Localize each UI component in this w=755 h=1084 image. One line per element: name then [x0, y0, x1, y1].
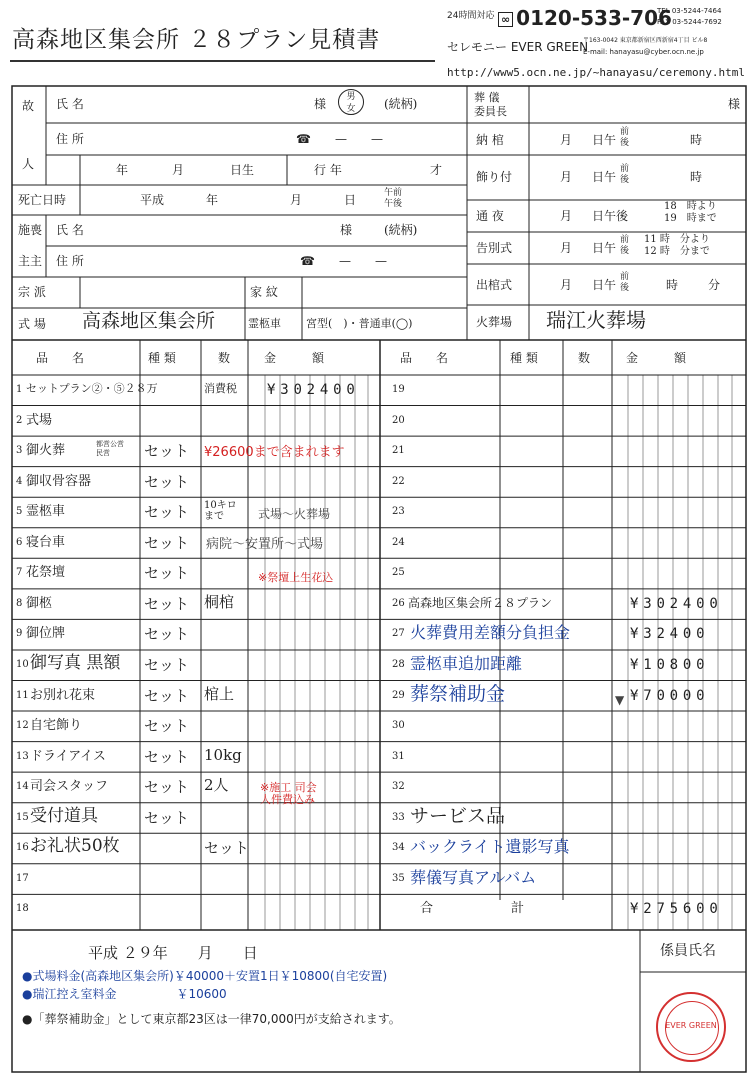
kazari-ampm: 前 後 — [620, 164, 630, 185]
row-type: セット — [144, 625, 190, 644]
header-item: 品 名 — [36, 351, 85, 365]
row-item-name: 式場 — [26, 412, 53, 428]
row-amount: ¥275600 — [630, 901, 723, 918]
company-address: 〒163-0042 東京都新宿区西新宿4丁目 ビル8 — [583, 37, 708, 44]
mourner-address-label: 住 所 — [56, 254, 84, 268]
row-type: セット — [144, 655, 190, 674]
sesshu-label: 施喪 — [18, 223, 43, 237]
row-item-name: 御柩 — [26, 595, 53, 611]
row-item-name: 合 計 — [420, 901, 525, 917]
row-item-name: 葬祭補助金 — [410, 682, 506, 705]
row-number: 34 — [392, 842, 405, 854]
row-type: セット — [144, 594, 190, 613]
row-number: 13 — [16, 750, 29, 762]
row-item-name: 御収骨容器 — [26, 473, 92, 489]
nokan-label: 納 棺 — [476, 133, 504, 147]
fax-number: FAX 03-5244-7692 — [657, 18, 722, 26]
note-shikai: ※施工 司会 人件費込み — [260, 781, 317, 806]
death-day-label: 日 — [344, 193, 357, 207]
row-item-name: 寝台車 — [26, 534, 66, 550]
row-number: 26 — [392, 597, 405, 609]
page-title: 高森地区集会所 ２８プラン見積書 — [12, 27, 381, 53]
kamon-label: 家 紋 — [250, 285, 278, 299]
row-number: 12 — [16, 720, 29, 732]
note-reikyu: 式場～火葬場 — [258, 507, 331, 521]
row-amount: ¥302400 — [267, 382, 360, 398]
row-number: 23 — [392, 506, 405, 518]
shukkan-minute: 分 — [708, 278, 721, 292]
kasoba-label: 火葬場 — [476, 315, 513, 329]
kazari-hour: 時 — [690, 170, 703, 184]
row-item-name: 御位牌 — [26, 626, 66, 642]
reikyusha-value: 宮型( )・普通車(◯) — [306, 317, 413, 330]
row-item-name: 御火葬 — [26, 443, 66, 459]
row-qty: 桐棺 — [204, 592, 235, 611]
row-number: 29 — [392, 689, 405, 701]
birth-year-label: 年 — [116, 163, 129, 177]
row-number: 30 — [392, 720, 405, 732]
birth-month-label: 月 — [172, 163, 185, 177]
header-item-right: 品 名 — [400, 351, 449, 365]
row-amount: ¥10800 — [630, 656, 710, 673]
note-hana: ※祭壇上生花込 — [258, 571, 334, 584]
row-type: セット — [144, 533, 190, 552]
shukkan-day: 日午 — [592, 278, 617, 292]
kazari-month: 月 — [560, 170, 573, 184]
row-qty: 棺上 — [204, 684, 235, 703]
header-amount: 金 額 — [264, 351, 325, 365]
tsuya-day: 日午後 — [592, 209, 629, 223]
ko-label: 故 — [22, 99, 35, 113]
row-type: セット — [144, 808, 190, 827]
kazaritsuke-label: 飾り付 — [476, 170, 513, 184]
row-item-name: バックライト遺影写真 — [410, 837, 570, 857]
company-url[interactable]: http://www5.ocn.ne.jp/~hanayasu/ceremony.html — [447, 66, 746, 79]
iinchou-label: 葬 儀 委員長 — [474, 91, 507, 118]
row-item-name: 御写真 黒額 — [30, 652, 121, 673]
moshu-label: 主主 — [18, 254, 43, 268]
gender-selector[interactable]: 男 女 — [338, 89, 364, 115]
footer-line3: ●「葬祭補助金」として東京都23区は一律70,000円が支給されます。 — [22, 1012, 401, 1026]
zokugara-label: (続柄) — [384, 97, 418, 111]
row-item-name: お礼状50枚 — [30, 836, 120, 857]
row-item-name: 霊柩車 — [26, 504, 66, 520]
row-number: 2 — [16, 414, 23, 426]
row-item-name: 霊柩車追加距離 — [410, 653, 523, 673]
row-type: セット — [144, 472, 190, 491]
nokan-ampm: 前 後 — [620, 127, 630, 148]
row-amount: ¥302400 — [630, 595, 723, 612]
row-number: 17 — [16, 872, 29, 884]
row-number: 15 — [16, 811, 29, 823]
shukkan-label: 出棺式 — [476, 278, 513, 292]
row-type: セット — [144, 564, 190, 583]
kasoba-name: 瑞江火葬場 — [546, 308, 646, 332]
header-type: 種 類 — [148, 351, 176, 365]
row-item-name: お別れ花束 — [30, 687, 96, 703]
row-type: セット — [144, 442, 190, 461]
row-number: 11 — [16, 689, 29, 701]
phone-field: ☎ — — — [296, 132, 383, 146]
row-item-name: ドライアイス — [30, 748, 106, 764]
row-number: 7 — [16, 567, 23, 579]
freedial-number: ∞ 0120-533-706 — [498, 8, 672, 28]
row-number: 20 — [392, 414, 405, 426]
row-item-name: 自宅飾り — [30, 718, 83, 734]
nokan-hour: 時 — [690, 133, 703, 147]
row-number: 5 — [16, 506, 23, 518]
footer-line1: ●式場料金(高森地区集会所)￥40000＋安置1日￥10800(自宅安置) — [22, 969, 388, 983]
kazari-day: 日午 — [592, 170, 617, 184]
row-number: 1 — [16, 384, 23, 395]
row-number: 19 — [392, 384, 405, 395]
row-number: 28 — [392, 658, 405, 670]
row-number: 14 — [16, 781, 29, 793]
kokubetsu-time: 11 時 分より 12 時 分まで — [644, 234, 710, 257]
row-number: 8 — [16, 597, 23, 609]
row-qty: 2人 — [204, 776, 229, 795]
row-number: 22 — [392, 475, 405, 487]
company-stamp — [656, 992, 726, 1062]
gyonen-label: 行 年 — [314, 163, 342, 177]
row-type: セット — [144, 503, 190, 522]
header-qty-right: 数 — [578, 351, 591, 365]
row-type: セット — [144, 717, 190, 736]
row-number: 10 — [16, 658, 29, 670]
row-number: 31 — [392, 750, 405, 762]
row-item-name: 葬儀写真アルバム — [410, 867, 537, 887]
iinchou-sama: 様 — [728, 97, 741, 111]
nokan-month: 月 — [560, 133, 573, 147]
row-number: 16 — [16, 842, 29, 854]
row-item-name: 司会スタッフ — [30, 779, 109, 795]
row-item-name: 火葬費用差額分負担金 — [410, 623, 571, 643]
hours-label: 24時間対応 — [447, 11, 495, 21]
row-number: 32 — [392, 781, 405, 793]
tel-number: TEL 03-5244-7464 — [657, 7, 722, 15]
row-qty: 10kg — [204, 745, 242, 764]
mourner-sama-label: 様 — [340, 223, 353, 237]
mourner-name-label: 氏 名 — [56, 223, 84, 237]
freedial-icon: ∞ — [498, 12, 513, 27]
death-date-label: 死亡日時 — [18, 193, 67, 207]
death-ampm: 午前 午後 — [384, 188, 403, 209]
note-shindai: 病院～安置所～式場 — [206, 537, 324, 552]
stamp-text: EVER GREEN — [665, 1021, 717, 1030]
mourner-phone-field: ☎ — — — [300, 254, 387, 268]
row-number: 25 — [392, 567, 405, 579]
staff-label: 係員氏名 — [660, 943, 716, 959]
row-item-name: 高森地区集会所２８プラン — [408, 595, 553, 610]
shukkan-hour: 時 — [666, 278, 679, 292]
name-label: 氏 名 — [56, 97, 84, 111]
nokan-day: 日午 — [592, 133, 617, 147]
row-item-name: 受付道具 — [30, 805, 98, 826]
row-item-name: 花祭壇 — [26, 565, 66, 581]
row-number: 24 — [392, 536, 405, 548]
row-number: 4 — [16, 475, 23, 487]
shukkan-ampm: 前 後 — [620, 272, 630, 293]
row-number: 18 — [16, 903, 29, 915]
shikijo-label: 式 場 — [18, 317, 46, 331]
tsuya-time: 18 時より 19 時まで — [664, 201, 717, 224]
row-qty: 消費税 — [204, 382, 237, 395]
footer-date: 平成 ２９年 月 日 — [88, 944, 258, 962]
sama-label: 様 — [314, 97, 327, 111]
kokubetsu-month: 月 — [560, 241, 573, 255]
birth-day-label: 日生 — [230, 163, 255, 177]
jin-label: 人 — [22, 157, 35, 171]
shuha-label: 宗 派 — [18, 285, 46, 299]
note-kaso: ¥26600まで含まれます — [204, 445, 345, 460]
row-item-name: セットプラン②・⑤２８万 — [26, 382, 158, 395]
row-number: 35 — [392, 872, 405, 884]
mourner-zokugara-label: (続柄) — [384, 223, 418, 237]
row-qty: 10キロ まで — [204, 500, 237, 523]
minus-marker: ▼ — [615, 693, 625, 707]
row-type: セット — [144, 747, 190, 766]
tsuya-month: 月 — [560, 209, 573, 223]
row-item-sub: 都営公営 民営 — [96, 440, 124, 458]
header-qty: 数 — [218, 351, 231, 365]
footer-line2: ●瑞江控え室料金 ￥10600 — [22, 987, 227, 1001]
row-number: 9 — [16, 628, 23, 640]
row-type: セット — [144, 686, 190, 705]
death-month-label: 月 — [290, 193, 303, 207]
row-number: 6 — [16, 536, 23, 548]
header-type-right: 種 類 — [510, 351, 538, 365]
company-name: セレモニー EVER GREEN — [447, 40, 589, 54]
row-item-name: サービス品 — [410, 804, 506, 827]
kokubetsu-ampm: 前 後 — [620, 235, 630, 256]
death-era-label: 平成 — [140, 193, 165, 207]
row-amount: ¥32400 — [630, 626, 710, 643]
row-type: セット — [144, 778, 190, 797]
kokubetsu-label: 告別式 — [476, 241, 513, 255]
row-number: 3 — [16, 445, 23, 457]
kokubetsu-day: 日午 — [592, 241, 617, 255]
row-amount: ¥70000 — [630, 687, 710, 704]
company-email: E-mail: hanayasu@cyber.ocn.ne.jp — [583, 48, 704, 56]
tsuya-label: 通 夜 — [476, 209, 504, 223]
reikyusha-label: 霊柩車 — [248, 317, 281, 330]
row-number: 33 — [392, 811, 405, 823]
row-type: セット — [204, 839, 250, 858]
sai-label: 才 — [430, 163, 443, 177]
row-number: 27 — [392, 628, 405, 640]
row-number: 21 — [392, 445, 405, 457]
shukkan-month: 月 — [560, 278, 573, 292]
address-label: 住 所 — [56, 132, 84, 146]
death-year-label: 年 — [206, 193, 219, 207]
header-amount-right: 金 額 — [626, 351, 687, 365]
shikijo-name: 高森地区集会所 — [82, 310, 216, 332]
